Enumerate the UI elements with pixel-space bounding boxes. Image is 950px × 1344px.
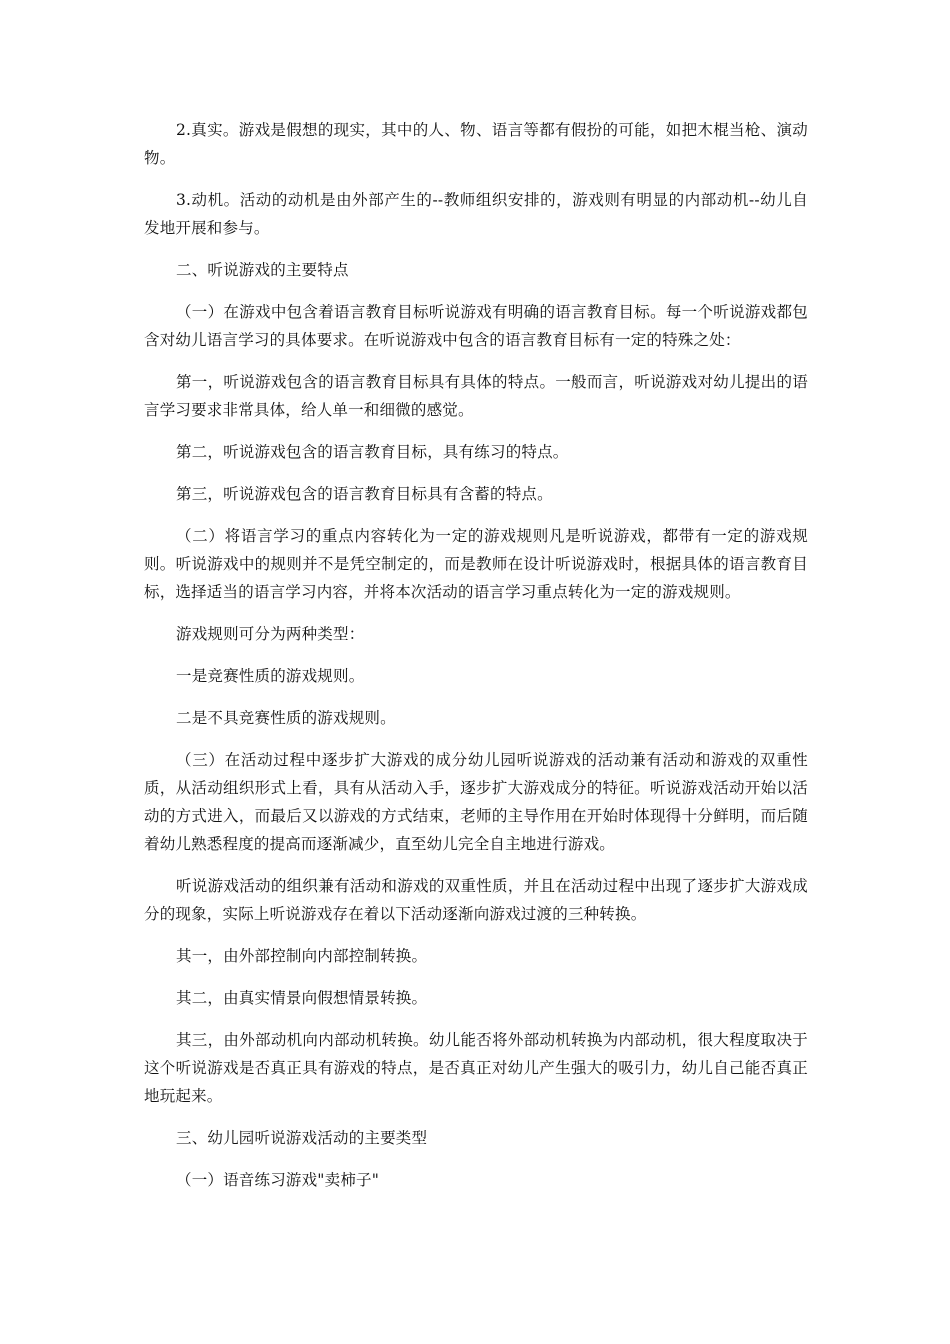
- paragraph-10: 一是竞赛性质的游戏规则。: [176, 667, 365, 685]
- paragraph-9: 游戏规则可分为两种类型：: [176, 625, 365, 643]
- paragraph-8: （二）将语言学习的重点内容转化为一定的游戏规则凡是听说游戏，都带有一定的游戏规则。听说游戏中的规则并不是凭空制定的，而是教师在设计听说游戏时，根据具体的语言教育目标，选择适当的语言学习内容，并将本次活动的语言学习重点转化为一定的游戏规则。: [144, 527, 808, 601]
- paragraph-7: 第三，听说游戏包含的语言教育目标具有含蓄的特点。: [176, 485, 553, 503]
- document-page: [144, 116, 808, 1208]
- paragraph-14: 其一，由外部控制向内部控制转换。: [176, 947, 428, 965]
- paragraph-1: 2.真实。游戏是假想的现实，其中的人、物、语言等都有假扮的可能，如把木棍当枪、演动物。: [144, 121, 808, 167]
- paragraph-18: （一）语音练习游戏"卖柿子": [176, 1171, 380, 1189]
- paragraph-2: 3.动机。活动的动机是由外部产生的--教师组织安排的，游戏则有明显的内部动机--幼儿自发地开展和参与。: [144, 191, 808, 237]
- paragraph-15: 其二，由真实情景向假想情景转换。: [176, 989, 428, 1007]
- paragraph-6: 第二，听说游戏包含的语言教育目标，具有练习的特点。: [176, 443, 569, 461]
- paragraph-13: 听说游戏活动的组织兼有活动和游戏的双重性质，并且在活动过程中出现了逐步扩大游戏成分的现象，实际上听说游戏存在着以下活动逐渐向游戏过渡的三种转换。: [144, 877, 808, 923]
- paragraph-16: 其三，由外部动机向内部动机转换。幼儿能否将外部动机转换为内部动机，很大程度取决于这个听说游戏是否真正具有游戏的特点，是否真正对幼儿产生强大的吸引力，幼儿自己能否真正地玩起来。: [144, 1031, 808, 1105]
- section-heading-3: 三、幼儿园听说游戏活动的主要类型: [176, 1129, 428, 1147]
- section-heading-2: 二、听说游戏的主要特点: [176, 261, 349, 279]
- paragraph-12: （三）在活动过程中逐步扩大游戏的成分幼儿园听说游戏的活动兼有活动和游戏的双重性质，从活动组织形式上看，具有从活动入手，逐步扩大游戏成分的特征。听说游戏活动开始以活动的方式进入，而最后又以游戏的方式结束，老师的主导作用在开始时体现得十分鲜明，而后随着幼儿熟悉程度的提高而逐渐减少，直至幼儿完全自主地进行游戏。: [144, 751, 808, 853]
- paragraph-4: （一）在游戏中包含着语言教育目标听说游戏有明确的语言教育目标。每一个听说游戏都包含对幼儿语言学习的具体要求。在听说游戏中包含的语言教育目标有一定的特殊之处：: [144, 303, 808, 349]
- paragraph-11: 二是不具竞赛性质的游戏规则。: [176, 709, 396, 727]
- paragraph-5: 第一，听说游戏包含的语言教育目标具有具体的特点。一般而言，听说游戏对幼儿提出的语言学习要求非常具体，给人单一和细微的感觉。: [144, 373, 808, 419]
